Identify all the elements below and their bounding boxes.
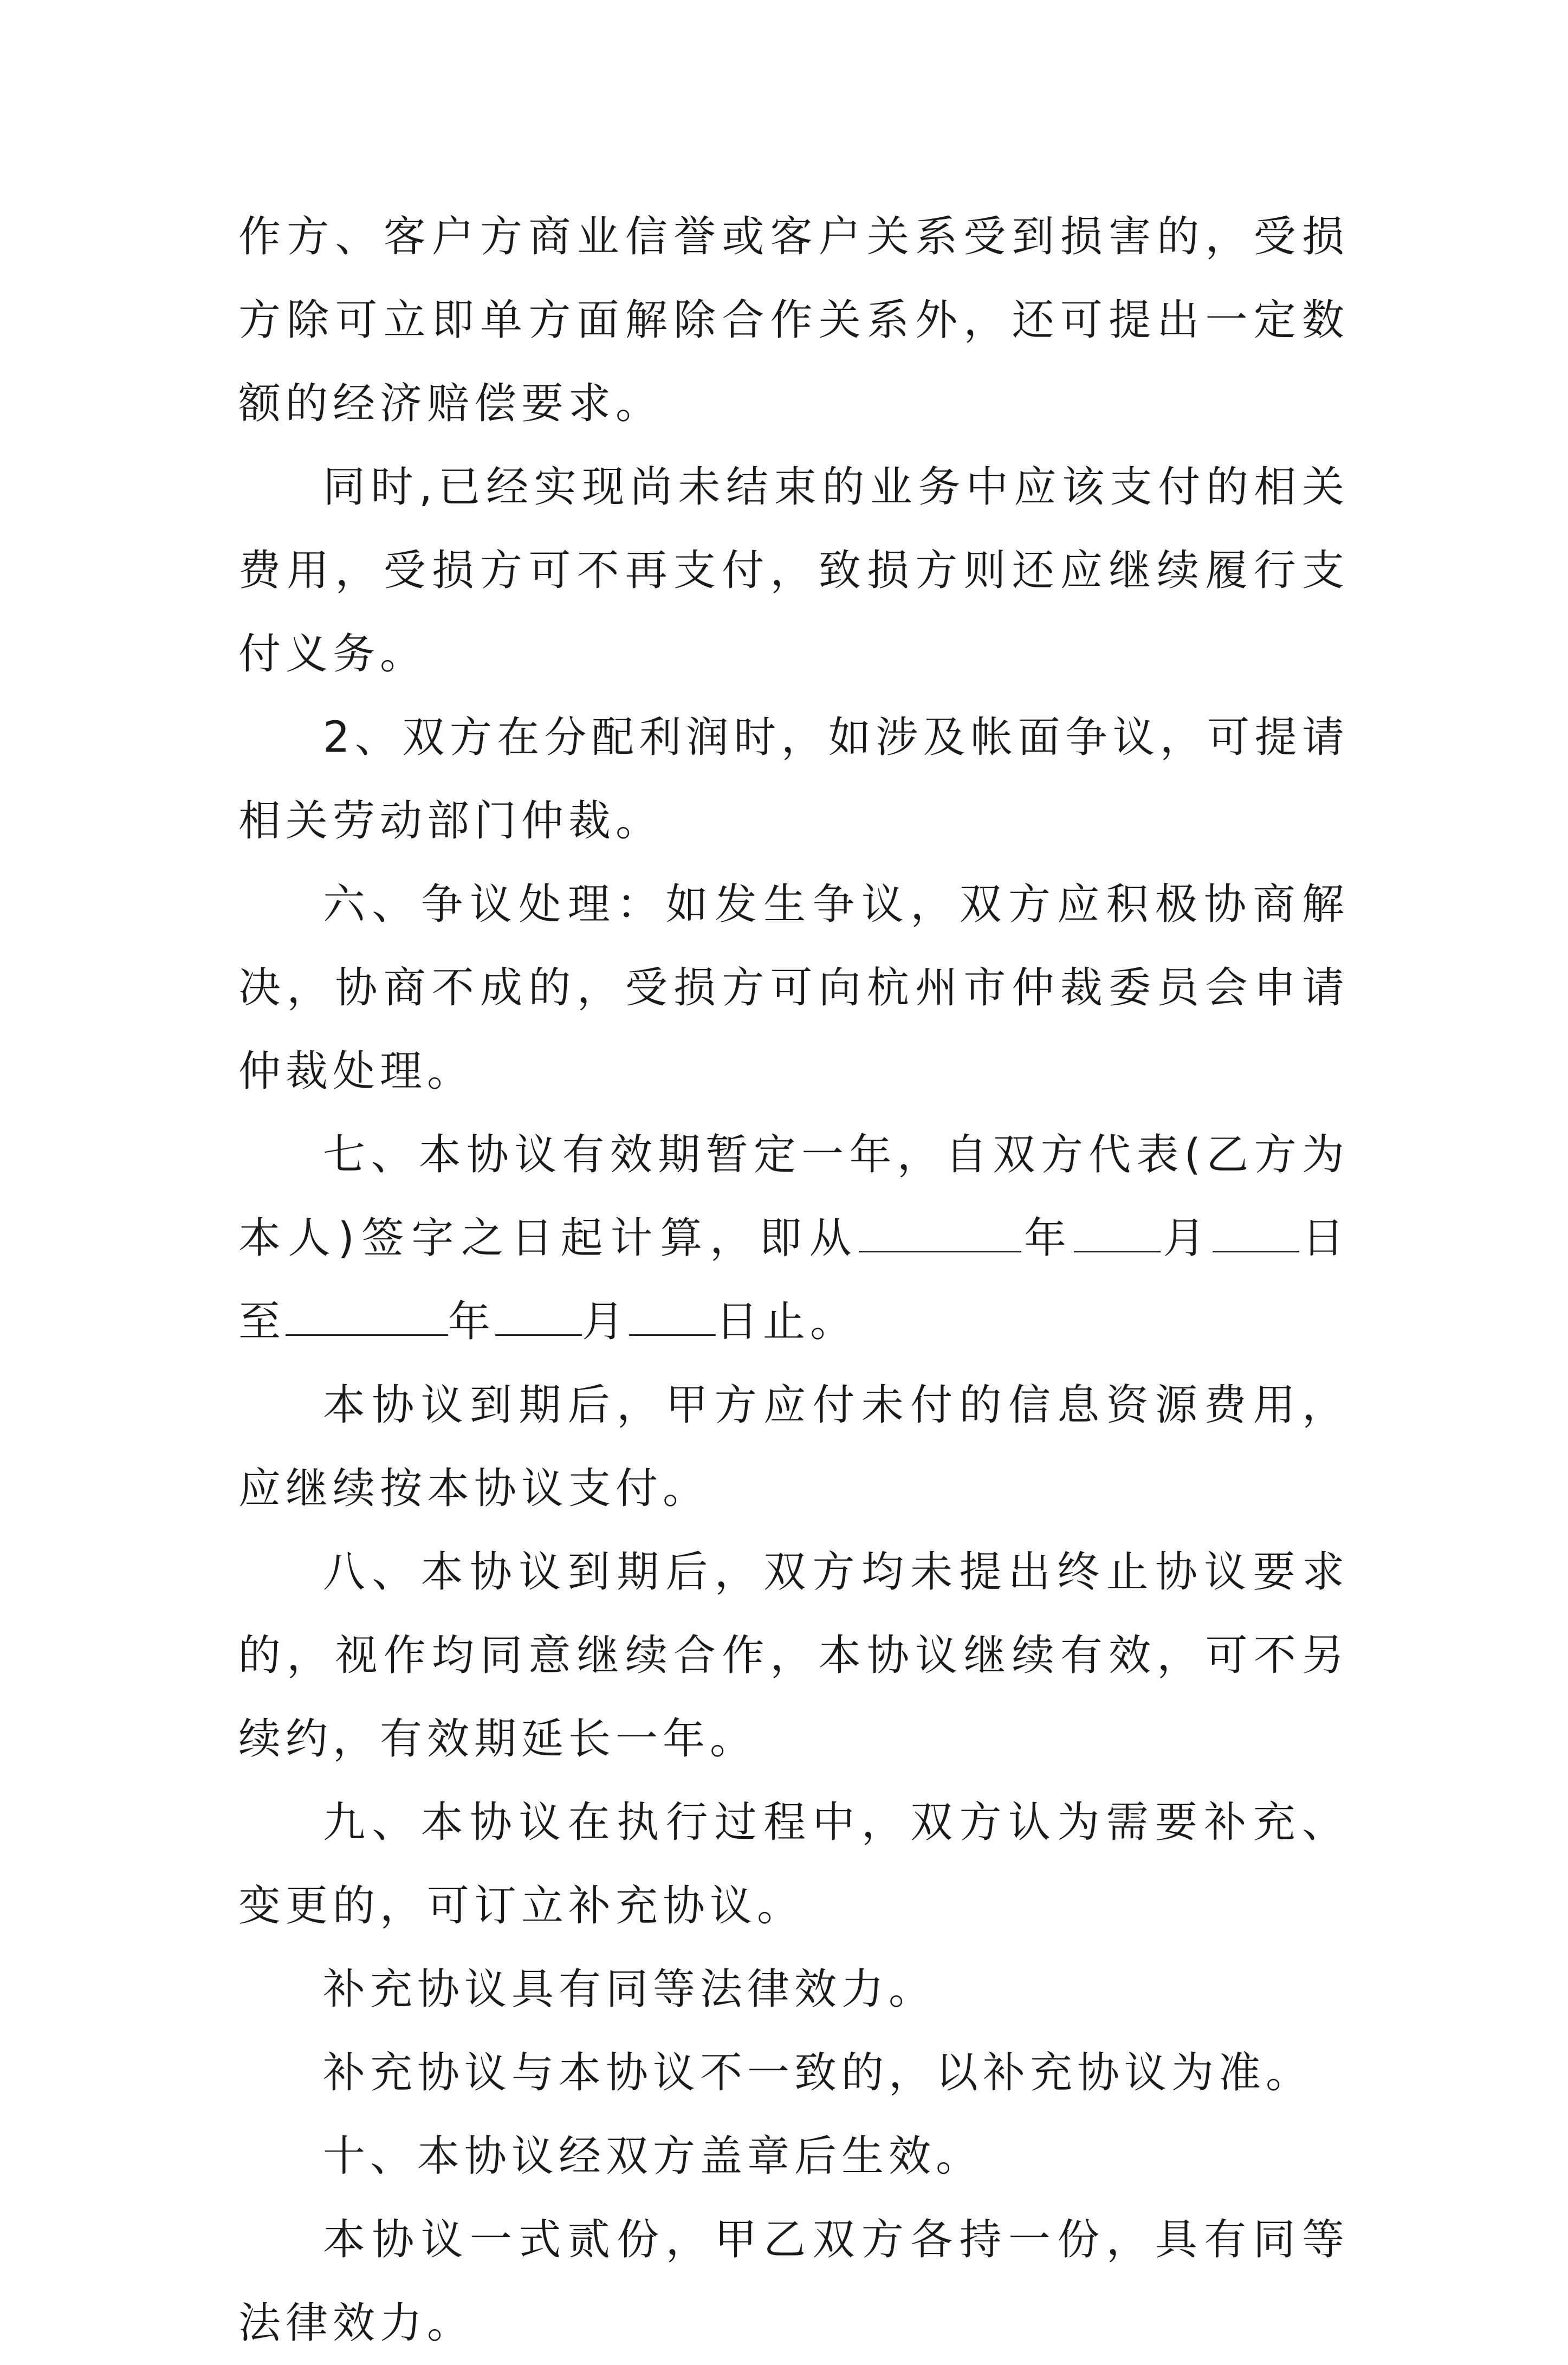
end-day-blank [629, 1294, 716, 1336]
paragraph-damage-clause: 作方、客户方商业信誉或客户关系受到损害的，受损方除可立即单方面解除合作关系外，还可提出一定数额的经济赔偿要求。 [238, 212, 1349, 428]
paragraph-supplement: 九、本协议在执行过程中，双方认为需要补充、变更的，可订立补充协议。 [238, 1798, 1349, 1930]
paragraph-supplement-validity: 补充协议具有同等法律效力。 [323, 1965, 936, 2014]
start-month-blank [1074, 1211, 1161, 1252]
end-year-blank [286, 1294, 448, 1336]
term-year-end-label: 年 [448, 1297, 496, 1346]
term-year-label: 年 [1021, 1214, 1074, 1263]
paragraph-effective: 十、本协议经双方盖章后生效。 [323, 2132, 983, 2181]
document-body [238, 195, 1349, 2365]
start-year-blank [859, 1211, 1021, 1252]
paragraph-dispute-handling: 六、争议处理：如发生争议，双方应积极协商解决，协商不成的，受损方可向杭州市仲裁委员会申请仲裁处理。 [238, 880, 1349, 1096]
end-month-blank [495, 1294, 582, 1336]
term-month-end-label: 月 [582, 1297, 630, 1346]
term-intro-text: 七、本协议有效期暂定一年，自双方代表(乙方为本人)签字之日起计算，即从 [238, 1130, 1349, 1263]
term-day-to-label: 日至 [238, 1214, 1349, 1346]
paragraph-supplement-priority: 补充协议与本协议不一致的，以补充协议为准。 [323, 2049, 1313, 2097]
paragraph-auto-renewal: 八、本协议到期后，双方均未提出终止协议要求的，视作均同意继续合作，本协议继续有效，可不另续约，有效期延长一年。 [238, 1548, 1349, 1763]
term-day-end-label: 日止。 [716, 1297, 858, 1346]
start-day-blank [1213, 1211, 1299, 1252]
paragraph-unpaid-fees: 本协议到期后，甲方应付未付的信息资源费用，应继续按本协议支付。 [238, 1381, 1349, 1513]
paragraph-copies: 本协议一式贰份，甲乙双方各持一份，具有同等法律效力。 [238, 2215, 1349, 2348]
paragraph-profit-dispute: 2、双方在分配利润时，如涉及帐面争议，可提请相关劳动部门仲裁。 [238, 713, 1349, 845]
paragraph-term-clause [238, 1113, 1349, 1364]
term-month-label: 月 [1160, 1214, 1213, 1263]
paragraph-payment-clause: 同时,已经实现尚未结束的业务中应该支付的相关费用，受损方可不再支付，致损方则还应继续履行支付义务。 [238, 463, 1349, 679]
